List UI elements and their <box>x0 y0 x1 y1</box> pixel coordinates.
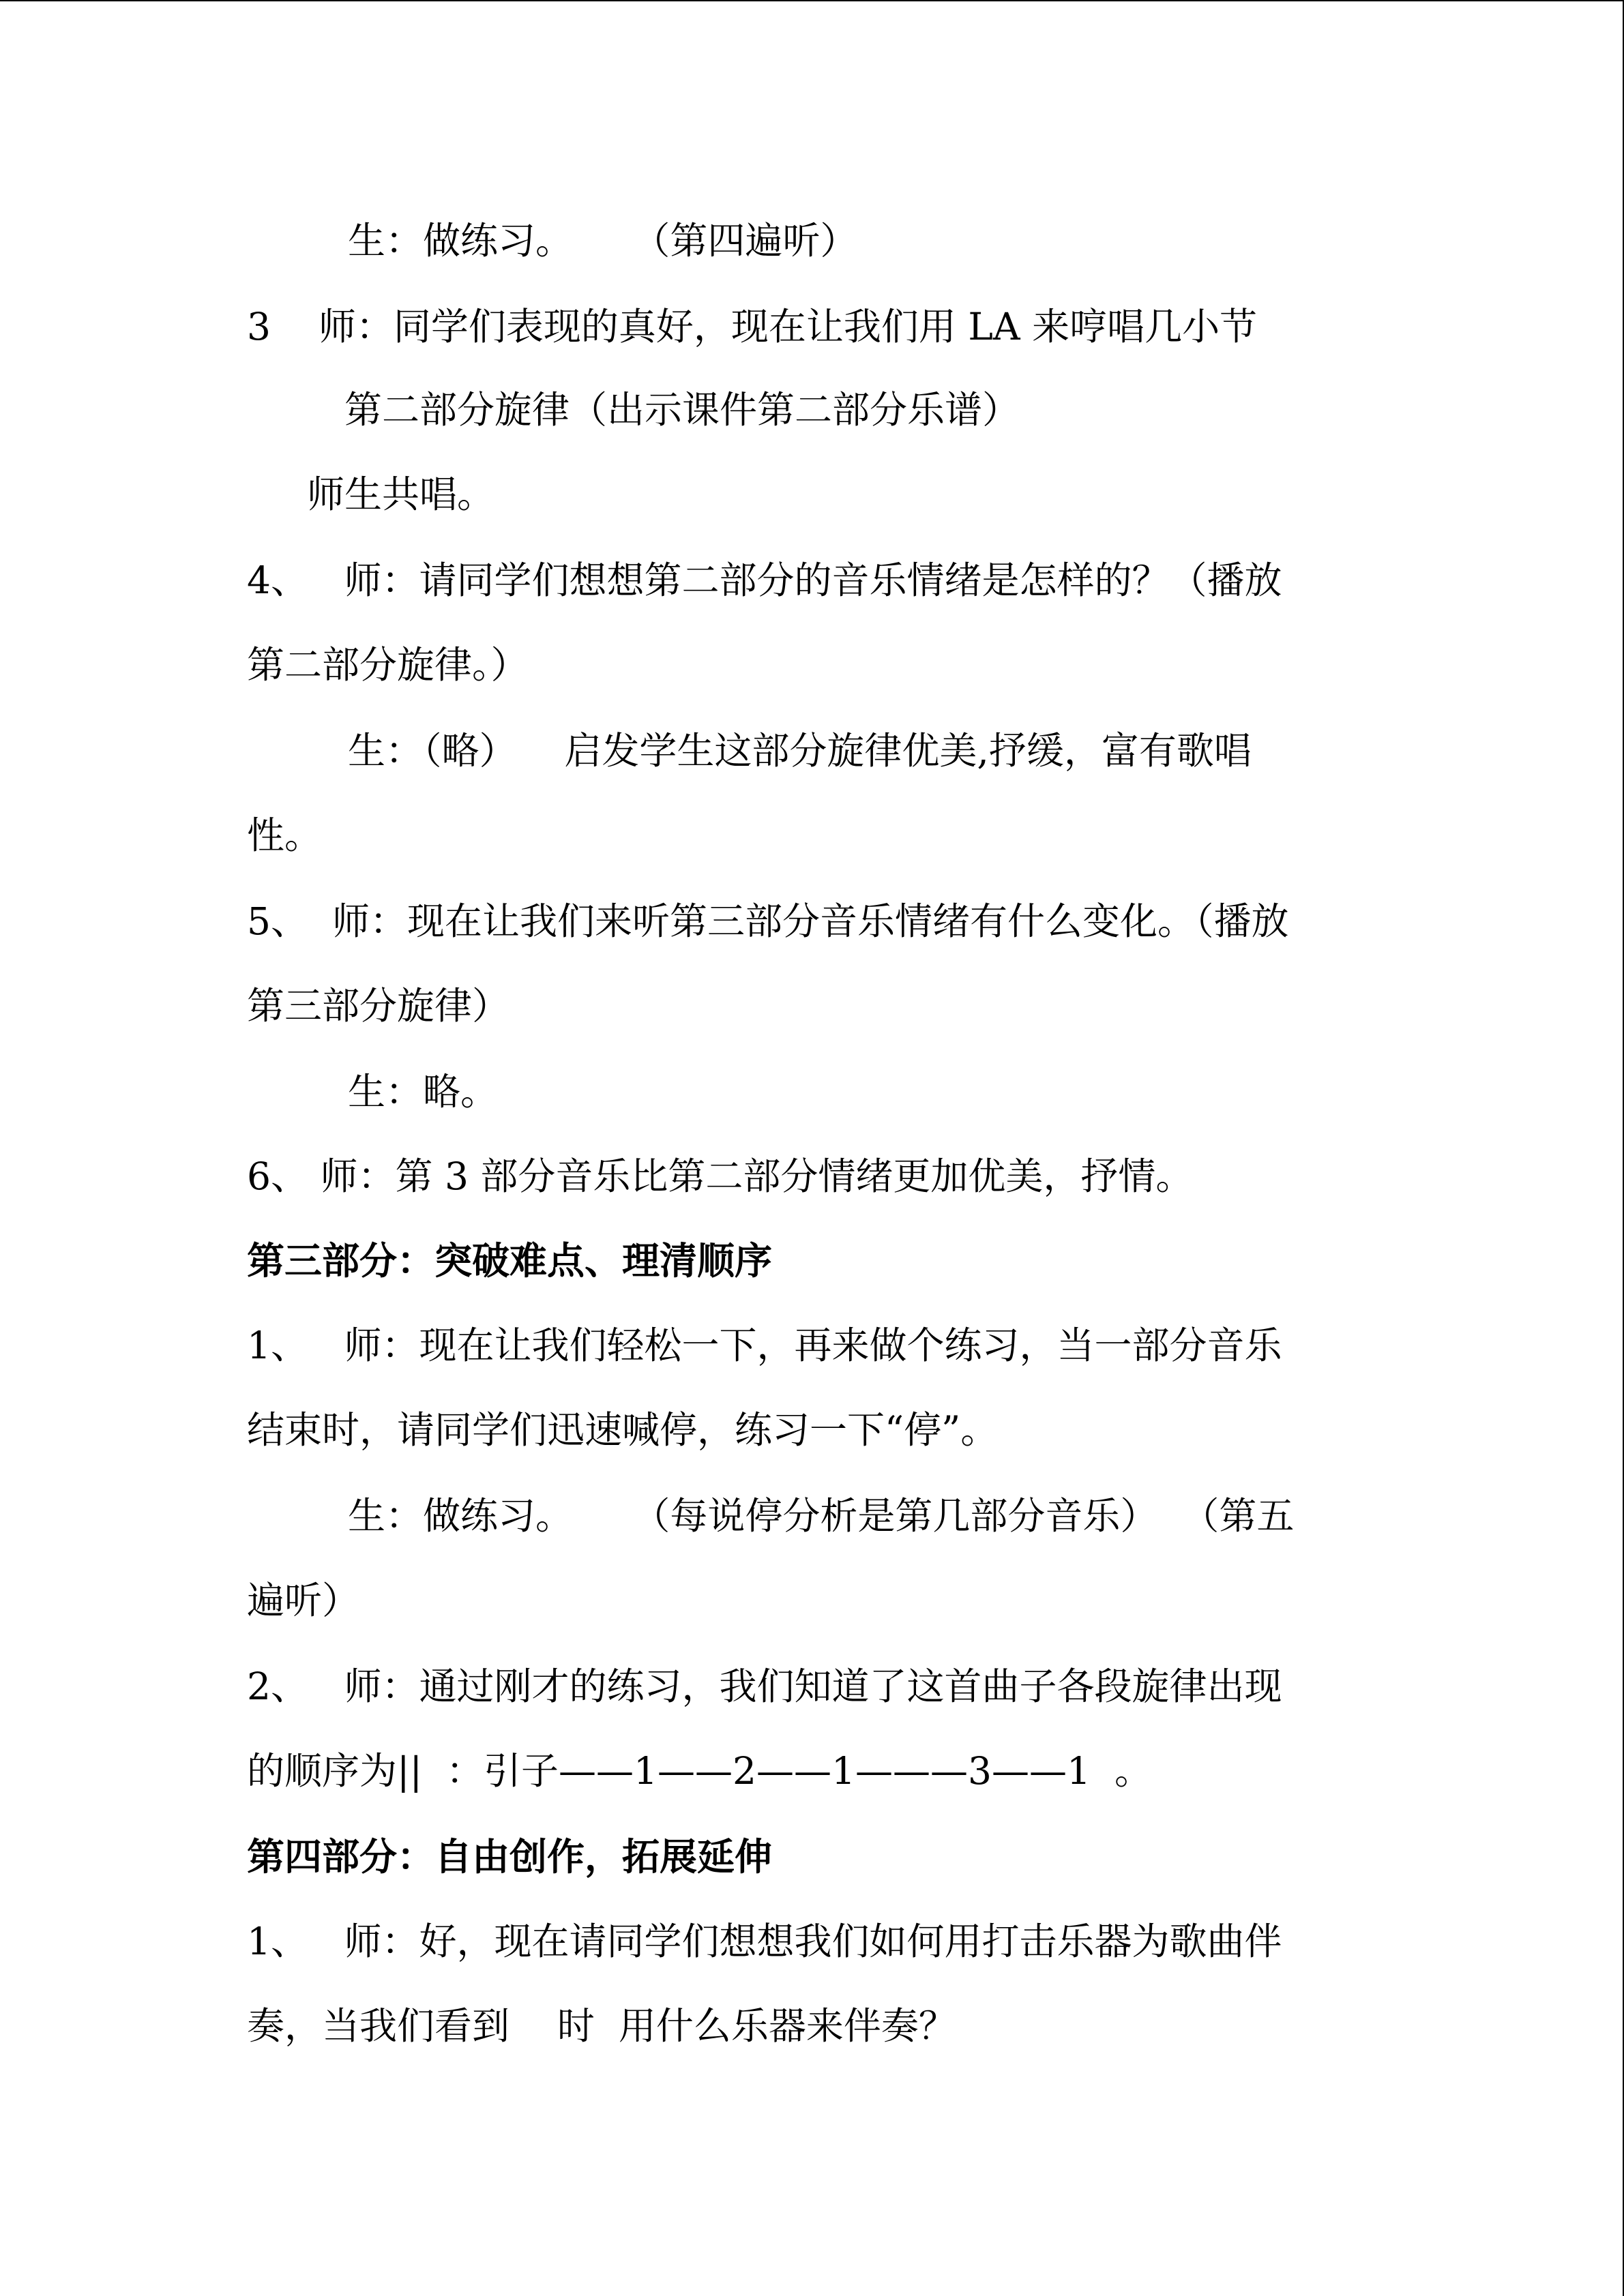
line-student-practice-5-cont: 遍听） <box>247 1579 360 1622</box>
line-item-6: 6、 师：第 3 部分音乐比第二部分情绪更加优美，抒情。 <box>247 1154 1194 1198</box>
line-item-5-cont: 第三部分旋律） <box>247 984 510 1028</box>
section-heading-part-4: 第四部分：自由创作，拓展延伸 <box>247 1834 773 1879</box>
line-item-5: 5、 师：现在让我们来听第三部分音乐情绪有什么变化。（播放 <box>247 899 1289 943</box>
line-item-4-cont: 第二部分旋律。） <box>247 643 529 687</box>
line-student-practice-1: 生：做练习。 （第四遍听） <box>348 219 858 263</box>
line-part4-item-1-cont: 奏，当我们看到 时 用什么乐器来伴奏？ <box>247 2004 956 2048</box>
line-sing-together: 师生共唱。 <box>307 473 495 516</box>
line-part3-item-2-cont: 的顺序为|| ：引子——1——2——1———3——1 。 <box>247 1749 1152 1793</box>
line-student-answer-2: 生：（略） 启发学生这部分旋律优美,抒缓，富有歌唱 <box>348 729 1252 773</box>
line-part3-item-1-cont: 结束时，请同学们迅速喊停，练习一下“停”。 <box>247 1408 999 1452</box>
line-part4-item-1: 1、 师：好，现在请同学们想想我们如何用打击乐器为歌曲伴 <box>247 1920 1282 1963</box>
line-part3-item-1: 1、 师：现在让我们轻松一下，再来做个练习，当一部分音乐 <box>247 1324 1282 1367</box>
line-item-3-cont: 第二部分旋律（出示课件第二部分乐谱） <box>344 388 1020 432</box>
line-item-4: 4、 师：请同学们想想第二部分的音乐情绪是怎样的？（播放 <box>247 558 1282 602</box>
line-student-answer-3: 生：略。 <box>348 1070 499 1114</box>
section-heading-part-3: 第三部分：突破难点、理清顺序 <box>247 1238 773 1283</box>
line-part3-item-2: 2、 师：通过刚才的练习，我们知道了这首曲子各段旋律出现 <box>247 1665 1282 1708</box>
line-student-answer-2-cont: 性。 <box>247 814 323 857</box>
line-item-3: 3 师：同学们表现的真好，现在让我们用 LA 来哼唱几小节 <box>247 305 1258 348</box>
line-student-practice-5: 生：做练习。 （每说停分析是第几部分音乐） （第五 <box>348 1494 1295 1538</box>
